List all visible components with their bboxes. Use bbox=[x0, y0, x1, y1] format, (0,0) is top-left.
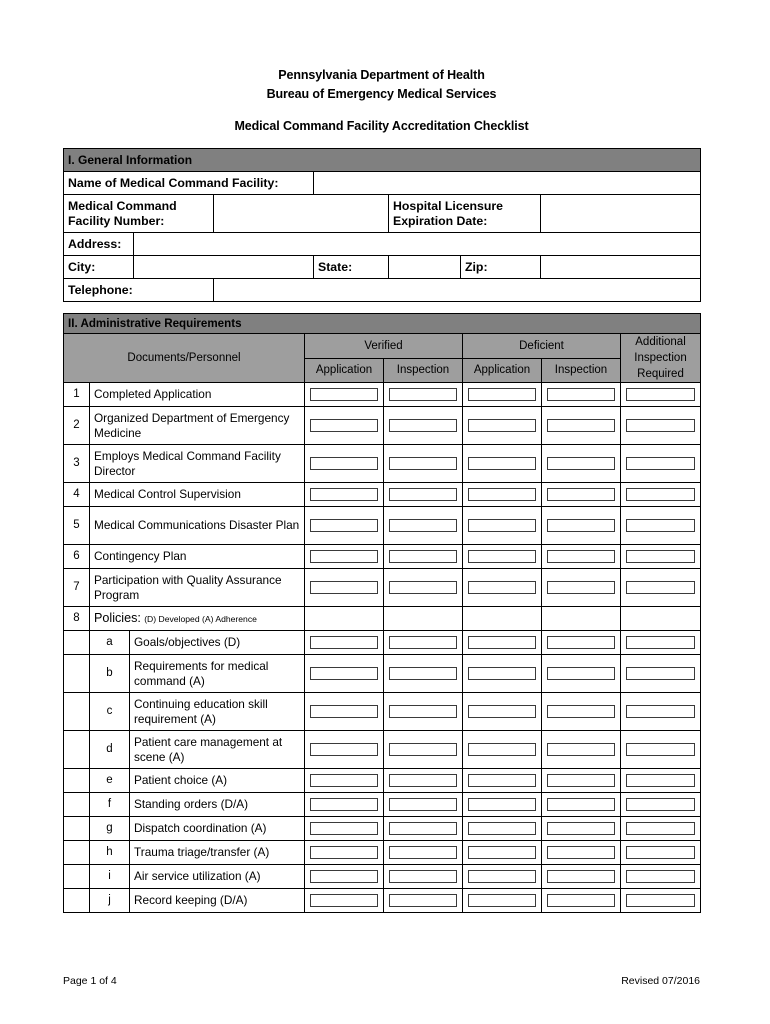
row-letter: b bbox=[90, 655, 130, 693]
header-documents-personnel: Documents/Personnel bbox=[64, 334, 305, 383]
deficient-inspection-box[interactable] bbox=[547, 457, 615, 470]
deficient-inspection-box[interactable] bbox=[547, 705, 615, 718]
empty-cell bbox=[463, 607, 542, 631]
verified-inspection-box-cell bbox=[384, 483, 463, 507]
verified-application-box[interactable] bbox=[310, 667, 378, 680]
deficient-application-box[interactable] bbox=[468, 846, 536, 859]
table-row bbox=[64, 569, 701, 607]
deficient-inspection-box[interactable] bbox=[547, 743, 615, 756]
verified-inspection-box[interactable] bbox=[389, 743, 457, 756]
section-ii-heading-row bbox=[64, 314, 701, 334]
additional-inspection-box-cell bbox=[621, 817, 701, 841]
deficient-inspection-box[interactable] bbox=[547, 581, 615, 594]
city-state-zip-row bbox=[64, 256, 701, 279]
additional-inspection-box[interactable] bbox=[626, 636, 695, 649]
verified-inspection-box[interactable] bbox=[389, 822, 457, 835]
deficient-application-box-cell bbox=[463, 841, 542, 865]
verified-inspection-box-cell bbox=[384, 655, 463, 693]
additional-inspection-box-cell bbox=[621, 693, 701, 731]
additional-inspection-box-cell bbox=[621, 655, 701, 693]
city-label: City: bbox=[64, 256, 134, 279]
row-description: Organized Department of Emergency Medicine bbox=[90, 407, 305, 445]
table-row bbox=[64, 545, 701, 569]
deficient-application-box-cell bbox=[463, 793, 542, 817]
header-deficient-inspection: Inspection bbox=[542, 358, 621, 383]
header-deficient: Deficient bbox=[463, 334, 621, 359]
row-number: 7 bbox=[64, 569, 90, 607]
table-row bbox=[64, 655, 701, 693]
row-number: 3 bbox=[64, 445, 90, 483]
deficient-application-box-cell bbox=[463, 631, 542, 655]
additional-inspection-box[interactable] bbox=[626, 519, 695, 532]
verified-application-box[interactable] bbox=[310, 846, 378, 859]
deficient-application-box-cell bbox=[463, 693, 542, 731]
deficient-application-box[interactable] bbox=[468, 798, 536, 811]
verified-application-box[interactable] bbox=[310, 550, 378, 563]
deficient-inspection-box[interactable] bbox=[547, 419, 615, 432]
deficient-application-box[interactable] bbox=[468, 457, 536, 470]
additional-inspection-box[interactable] bbox=[626, 388, 695, 401]
deficient-inspection-box[interactable] bbox=[547, 822, 615, 835]
deficient-inspection-box[interactable] bbox=[547, 774, 615, 787]
deficient-application-box-cell bbox=[463, 507, 542, 545]
deficient-application-box[interactable] bbox=[468, 550, 536, 563]
deficient-inspection-box-cell bbox=[542, 655, 621, 693]
additional-inspection-box-cell bbox=[621, 383, 701, 407]
verified-application-box[interactable] bbox=[310, 822, 378, 835]
header-deficient-application: Application bbox=[463, 358, 542, 383]
row-number-spacer bbox=[64, 817, 90, 841]
table-row bbox=[64, 383, 701, 407]
row-number: 4 bbox=[64, 483, 90, 507]
additional-inspection-box-cell bbox=[621, 507, 701, 545]
deficient-application-box-cell bbox=[463, 407, 542, 445]
facility-name-value[interactable] bbox=[314, 172, 701, 195]
verified-inspection-box-cell bbox=[384, 631, 463, 655]
section-i-heading: I. General Information bbox=[64, 149, 701, 172]
deficient-application-box-cell bbox=[463, 817, 542, 841]
table-row bbox=[64, 507, 701, 545]
verified-inspection-box-cell bbox=[384, 817, 463, 841]
deficient-application-box[interactable] bbox=[468, 774, 536, 787]
row-letter: a bbox=[90, 631, 130, 655]
deficient-application-box-cell bbox=[463, 769, 542, 793]
additional-inspection-box-cell bbox=[621, 889, 701, 913]
table-row bbox=[64, 841, 701, 865]
header-additional-inspection-required: Additional Inspection Required bbox=[621, 334, 701, 383]
deficient-application-box[interactable] bbox=[468, 419, 536, 432]
verified-inspection-box-cell bbox=[384, 407, 463, 445]
verified-inspection-box-cell bbox=[384, 545, 463, 569]
deficient-application-box-cell bbox=[463, 569, 542, 607]
deficient-inspection-box[interactable] bbox=[547, 894, 615, 907]
table-row bbox=[64, 731, 701, 769]
verified-application-box[interactable] bbox=[310, 743, 378, 756]
row-description: Air service utilization (A) bbox=[130, 865, 305, 889]
verified-application-box-cell bbox=[305, 631, 384, 655]
verified-inspection-box[interactable] bbox=[389, 581, 457, 594]
section-i-heading-row bbox=[64, 149, 701, 172]
state-label: State: bbox=[314, 256, 389, 279]
table-row bbox=[64, 693, 701, 731]
table-row bbox=[64, 889, 701, 913]
verified-inspection-box[interactable] bbox=[389, 550, 457, 563]
verified-application-box-cell bbox=[305, 507, 384, 545]
deficient-application-box-cell bbox=[463, 655, 542, 693]
verified-inspection-box-cell bbox=[384, 793, 463, 817]
deficient-inspection-box-cell bbox=[542, 383, 621, 407]
deficient-application-box[interactable] bbox=[468, 667, 536, 680]
verified-application-box-cell bbox=[305, 841, 384, 865]
additional-inspection-box[interactable] bbox=[626, 550, 695, 563]
verified-inspection-box-cell bbox=[384, 865, 463, 889]
row-description: Goals/objectives (D) bbox=[130, 631, 305, 655]
row-letter: c bbox=[90, 693, 130, 731]
verified-inspection-box[interactable] bbox=[389, 846, 457, 859]
deficient-inspection-box[interactable] bbox=[547, 846, 615, 859]
table-row bbox=[64, 769, 701, 793]
additional-inspection-box-cell bbox=[621, 769, 701, 793]
table-row bbox=[64, 445, 701, 483]
section-ii-heading: II. Administrative Requirements bbox=[64, 314, 701, 334]
empty-cell bbox=[621, 607, 701, 631]
deficient-application-box-cell bbox=[463, 865, 542, 889]
licensure-expiration-value[interactable] bbox=[541, 195, 701, 233]
deficient-application-box[interactable] bbox=[468, 743, 536, 756]
verified-application-box-cell bbox=[305, 865, 384, 889]
address-row bbox=[64, 233, 701, 256]
policies-legend: (D) Developed (A) Adherence bbox=[144, 613, 257, 624]
verified-application-box[interactable] bbox=[310, 894, 378, 907]
row-number-spacer bbox=[64, 769, 90, 793]
general-information-table bbox=[63, 148, 701, 302]
additional-inspection-box-cell bbox=[621, 793, 701, 817]
additional-inspection-box-cell bbox=[621, 483, 701, 507]
deficient-application-box[interactable] bbox=[468, 705, 536, 718]
verified-application-box-cell bbox=[305, 793, 384, 817]
mcf-number-label: Medical Command Facility Number: bbox=[64, 195, 214, 233]
verified-application-box[interactable] bbox=[310, 488, 378, 501]
row-number: 5 bbox=[64, 507, 90, 545]
deficient-inspection-box-cell bbox=[542, 865, 621, 889]
row-description: Patient choice (A) bbox=[130, 769, 305, 793]
row-number: 8 bbox=[64, 607, 90, 631]
empty-cell bbox=[384, 607, 463, 631]
verified-application-box[interactable] bbox=[310, 798, 378, 811]
verified-application-box[interactable] bbox=[310, 870, 378, 883]
row-letter: e bbox=[90, 769, 130, 793]
page-footer bbox=[63, 975, 700, 987]
verified-inspection-box[interactable] bbox=[389, 519, 457, 532]
row-number: 2 bbox=[64, 407, 90, 445]
row-description: Medical Communications Disaster Plan bbox=[90, 507, 305, 545]
deficient-application-box[interactable] bbox=[468, 894, 536, 907]
row-letter: i bbox=[90, 865, 130, 889]
table-row bbox=[64, 865, 701, 889]
deficient-inspection-box-cell bbox=[542, 483, 621, 507]
deficient-inspection-box-cell bbox=[542, 889, 621, 913]
deficient-inspection-box[interactable] bbox=[547, 870, 615, 883]
verified-inspection-box-cell bbox=[384, 693, 463, 731]
verified-application-box[interactable] bbox=[310, 457, 378, 470]
deficient-inspection-box[interactable] bbox=[547, 519, 615, 532]
verified-inspection-box[interactable] bbox=[389, 705, 457, 718]
additional-inspection-box-cell bbox=[621, 731, 701, 769]
table-row bbox=[64, 817, 701, 841]
title-line-1: Pennsylvania Department of Health bbox=[278, 68, 485, 82]
administrative-rows-body bbox=[64, 383, 701, 913]
state-value[interactable] bbox=[389, 256, 461, 279]
row-description: Continuing education skill requirement (A) bbox=[130, 693, 305, 731]
additional-inspection-box-cell bbox=[621, 631, 701, 655]
verified-inspection-box[interactable] bbox=[389, 488, 457, 501]
mcf-number-value[interactable] bbox=[214, 195, 389, 233]
deficient-inspection-box-cell bbox=[542, 569, 621, 607]
deficient-inspection-box-cell bbox=[542, 507, 621, 545]
additional-inspection-box[interactable] bbox=[626, 667, 695, 680]
deficient-inspection-box[interactable] bbox=[547, 488, 615, 501]
row-letter: j bbox=[90, 889, 130, 913]
deficient-inspection-box-cell bbox=[542, 731, 621, 769]
administrative-requirements-table bbox=[63, 313, 701, 913]
deficient-inspection-box-cell bbox=[542, 407, 621, 445]
deficient-inspection-box[interactable] bbox=[547, 636, 615, 649]
deficient-application-box-cell bbox=[463, 889, 542, 913]
verified-inspection-box[interactable] bbox=[389, 667, 457, 680]
column-group-header-row bbox=[64, 334, 701, 359]
document-title-block bbox=[63, 66, 700, 136]
additional-inspection-box[interactable] bbox=[626, 870, 695, 883]
additional-inspection-box-cell bbox=[621, 841, 701, 865]
empty-cell bbox=[305, 607, 384, 631]
header-verified: Verified bbox=[305, 334, 463, 359]
deficient-inspection-box-cell bbox=[542, 817, 621, 841]
verified-application-box-cell bbox=[305, 693, 384, 731]
zip-label: Zip: bbox=[461, 256, 541, 279]
deficient-application-box[interactable] bbox=[468, 581, 536, 594]
row-number-spacer bbox=[64, 841, 90, 865]
verified-inspection-box-cell bbox=[384, 841, 463, 865]
deficient-inspection-box-cell bbox=[542, 545, 621, 569]
row-description: Trauma triage/transfer (A) bbox=[130, 841, 305, 865]
verified-inspection-box[interactable] bbox=[389, 894, 457, 907]
title-line-2: Bureau of Emergency Medical Services bbox=[266, 87, 497, 101]
deficient-application-box[interactable] bbox=[468, 519, 536, 532]
deficient-inspection-box-cell bbox=[542, 445, 621, 483]
deficient-application-box-cell bbox=[463, 731, 542, 769]
facility-name-label: Name of Medical Command Facility: bbox=[64, 172, 314, 195]
city-value[interactable] bbox=[134, 256, 314, 279]
additional-inspection-box[interactable] bbox=[626, 798, 695, 811]
verified-application-box-cell bbox=[305, 569, 384, 607]
title-spacer bbox=[63, 104, 700, 117]
additional-inspection-box-cell bbox=[621, 445, 701, 483]
additional-inspection-box-cell bbox=[621, 545, 701, 569]
verified-inspection-box-cell bbox=[384, 507, 463, 545]
verified-application-box[interactable] bbox=[310, 581, 378, 594]
row-number-spacer bbox=[64, 889, 90, 913]
additional-inspection-box[interactable] bbox=[626, 846, 695, 859]
verified-application-box-cell bbox=[305, 407, 384, 445]
verified-inspection-box[interactable] bbox=[389, 388, 457, 401]
row-letter: g bbox=[90, 817, 130, 841]
footer-revision: Revised 07/2016 bbox=[621, 975, 700, 987]
verified-inspection-box-cell bbox=[384, 889, 463, 913]
verified-inspection-box-cell bbox=[384, 769, 463, 793]
row-letter: d bbox=[90, 731, 130, 769]
deficient-inspection-box[interactable] bbox=[547, 667, 615, 680]
deficient-inspection-box-cell bbox=[542, 841, 621, 865]
additional-inspection-box-cell bbox=[621, 407, 701, 445]
verified-application-box[interactable] bbox=[310, 519, 378, 532]
table-row bbox=[64, 407, 701, 445]
verified-inspection-box-cell bbox=[384, 731, 463, 769]
address-label: Address: bbox=[64, 233, 134, 256]
deficient-application-box[interactable] bbox=[468, 488, 536, 501]
verified-inspection-box[interactable] bbox=[389, 457, 457, 470]
licensure-expiration-label: Hospital Licensure Expiration Date: bbox=[389, 195, 541, 233]
deficient-application-box-cell bbox=[463, 445, 542, 483]
row-letter: f bbox=[90, 793, 130, 817]
verified-application-box-cell bbox=[305, 483, 384, 507]
verified-inspection-box[interactable] bbox=[389, 798, 457, 811]
deficient-inspection-box-cell bbox=[542, 631, 621, 655]
deficient-application-box-cell bbox=[463, 483, 542, 507]
row-number: 6 bbox=[64, 545, 90, 569]
additional-inspection-box[interactable] bbox=[626, 419, 695, 432]
row-number-spacer bbox=[64, 731, 90, 769]
zip-value[interactable] bbox=[541, 256, 701, 279]
mcf-number-row bbox=[64, 195, 701, 233]
row-description: Requirements for medical command (A) bbox=[130, 655, 305, 693]
verified-application-box-cell bbox=[305, 383, 384, 407]
verified-inspection-box-cell bbox=[384, 569, 463, 607]
policies-label: Policies: bbox=[94, 610, 141, 625]
row-number-spacer bbox=[64, 693, 90, 731]
deficient-inspection-box[interactable] bbox=[547, 550, 615, 563]
row-number-spacer bbox=[64, 865, 90, 889]
telephone-row bbox=[64, 279, 701, 302]
additional-inspection-box[interactable] bbox=[626, 705, 695, 718]
additional-inspection-box-cell bbox=[621, 865, 701, 889]
table-row bbox=[64, 793, 701, 817]
deficient-inspection-box-cell bbox=[542, 693, 621, 731]
row-description: Employs Medical Command Facility Director bbox=[90, 445, 305, 483]
row-description: Contingency Plan bbox=[90, 545, 305, 569]
additional-inspection-box[interactable] bbox=[626, 822, 695, 835]
row-letter: h bbox=[90, 841, 130, 865]
deficient-application-box[interactable] bbox=[468, 388, 536, 401]
verified-inspection-box[interactable] bbox=[389, 419, 457, 432]
additional-inspection-box[interactable] bbox=[626, 774, 695, 787]
verified-application-box-cell bbox=[305, 889, 384, 913]
deficient-application-box-cell bbox=[463, 545, 542, 569]
additional-inspection-box[interactable] bbox=[626, 743, 695, 756]
deficient-inspection-box-cell bbox=[542, 769, 621, 793]
additional-inspection-box-cell bbox=[621, 569, 701, 607]
header-verified-application: Application bbox=[305, 358, 384, 383]
verified-application-box[interactable] bbox=[310, 419, 378, 432]
additional-inspection-box[interactable] bbox=[626, 581, 695, 594]
empty-cell bbox=[542, 607, 621, 631]
deficient-application-box[interactable] bbox=[468, 636, 536, 649]
verified-inspection-box-cell bbox=[384, 383, 463, 407]
verified-application-box[interactable] bbox=[310, 388, 378, 401]
row-description: Standing orders (D/A) bbox=[130, 793, 305, 817]
header-verified-inspection: Inspection bbox=[384, 358, 463, 383]
additional-inspection-box[interactable] bbox=[626, 894, 695, 907]
row-number: 1 bbox=[64, 383, 90, 407]
table-row bbox=[64, 607, 701, 631]
table-row bbox=[64, 483, 701, 507]
deficient-inspection-box[interactable] bbox=[547, 798, 615, 811]
verified-application-box-cell bbox=[305, 731, 384, 769]
deficient-application-box-cell bbox=[463, 383, 542, 407]
verified-application-box[interactable] bbox=[310, 774, 378, 787]
row-number-spacer bbox=[64, 793, 90, 817]
verified-application-box[interactable] bbox=[310, 705, 378, 718]
row-description: Patient care management at scene (A) bbox=[130, 731, 305, 769]
verified-inspection-box[interactable] bbox=[389, 774, 457, 787]
row-description: Completed Application bbox=[90, 383, 305, 407]
verified-inspection-box[interactable] bbox=[389, 870, 457, 883]
deficient-application-box[interactable] bbox=[468, 822, 536, 835]
title-line-3: Medical Command Facility Accreditation Checklist bbox=[234, 119, 529, 133]
row-description: Dispatch coordination (A) bbox=[130, 817, 305, 841]
deficient-inspection-box-cell bbox=[542, 793, 621, 817]
table-row bbox=[64, 631, 701, 655]
verified-application-box-cell bbox=[305, 545, 384, 569]
row-number-spacer bbox=[64, 655, 90, 693]
row-description: Record keeping (D/A) bbox=[130, 889, 305, 913]
verified-application-box-cell bbox=[305, 655, 384, 693]
verified-application-box[interactable] bbox=[310, 636, 378, 649]
row-description bbox=[90, 607, 305, 631]
verified-inspection-box-cell bbox=[384, 445, 463, 483]
additional-inspection-box[interactable] bbox=[626, 488, 695, 501]
telephone-label: Telephone: bbox=[64, 279, 214, 302]
additional-inspection-box[interactable] bbox=[626, 457, 695, 470]
footer-page-number: Page 1 of 4 bbox=[63, 975, 117, 987]
address-value[interactable] bbox=[134, 233, 701, 256]
facility-name-row bbox=[64, 172, 701, 195]
verified-inspection-box[interactable] bbox=[389, 636, 457, 649]
verified-application-box-cell bbox=[305, 817, 384, 841]
row-number-spacer bbox=[64, 631, 90, 655]
verified-application-box-cell bbox=[305, 445, 384, 483]
deficient-application-box[interactable] bbox=[468, 870, 536, 883]
row-description: Participation with Quality Assurance Program bbox=[90, 569, 305, 607]
telephone-value[interactable] bbox=[214, 279, 701, 302]
row-description: Medical Control Supervision bbox=[90, 483, 305, 507]
verified-application-box-cell bbox=[305, 769, 384, 793]
deficient-inspection-box[interactable] bbox=[547, 388, 615, 401]
